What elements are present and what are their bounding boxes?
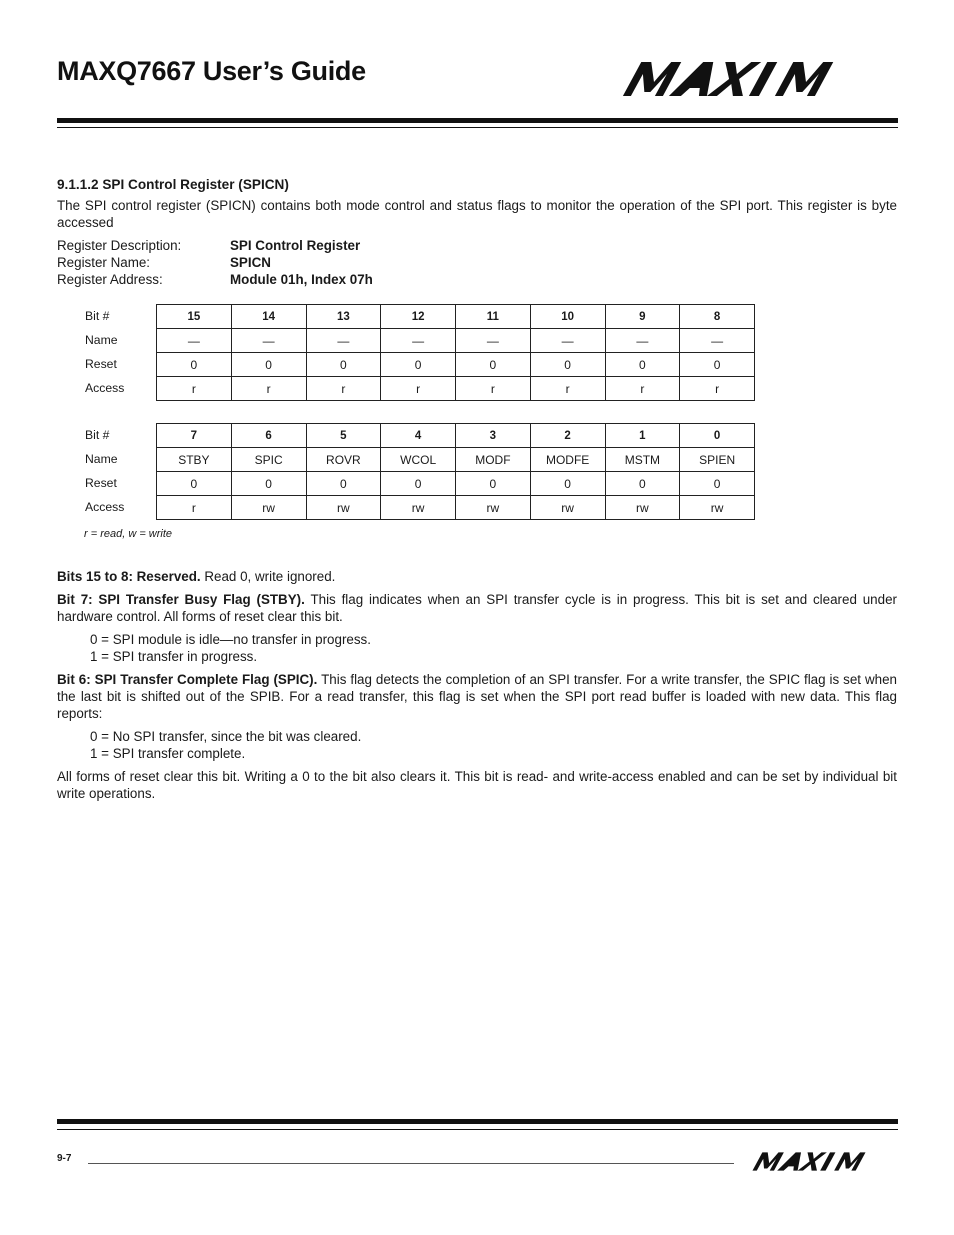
bit-name-cell: — (157, 329, 232, 353)
bit-number-cell: 6 (231, 424, 306, 448)
bit-name-cell: WCOL (381, 448, 456, 472)
bit-number-cell: 1 (605, 424, 680, 448)
bit-reset-cell: 0 (231, 353, 306, 377)
bit-access-cell: rw (530, 496, 605, 520)
row-label-bit: Bit # (85, 428, 110, 442)
bit-number-cell: 3 (456, 424, 531, 448)
row-label-access: Access (85, 500, 125, 514)
bit-access-cell: r (381, 377, 456, 401)
register-name-label: Register Name: (57, 255, 151, 270)
desc-bit-7 (57, 591, 897, 625)
bit-reset-cell: 0 (381, 353, 456, 377)
bit-access-cell: rw (456, 496, 531, 520)
desc-bit-6 (57, 671, 897, 722)
register-address-value: Module 01h, Index 07h (230, 272, 373, 287)
bit-access-cell: rw (680, 496, 755, 520)
bit-number-cell: 9 (605, 305, 680, 329)
bit-reset-cell: 0 (680, 472, 755, 496)
desc-bits-15-8-text: Read 0, write ignored. (200, 569, 336, 584)
register-info (57, 237, 897, 288)
desc-closing: All forms of reset clear this bit. Writing a 0 to the bit also clears it. This bit is read- and write-access enabled and can be set by individual bit write operations. (57, 769, 897, 801)
access-legend: r = read, w = write (84, 528, 173, 540)
bit-name-cell: — (530, 329, 605, 353)
table-row-reset (157, 472, 755, 496)
maxim-logo-footer (752, 1151, 896, 1171)
list-item: 1 = SPI transfer complete. (90, 746, 246, 761)
bit-access-cell: rw (306, 496, 381, 520)
desc-bit-6-text: This flag detects the completion of an SPI transfer. For a write transfer, the SPIC flag is set when the last bit is shifted out of the SPIB. For a read transfer, this flag is set when the SPI port read buffer is loaded with new data. This flag reports: (57, 672, 897, 721)
row-labels-high (85, 304, 155, 400)
bit-reset-cell: 0 (530, 353, 605, 377)
bit-reset-cell: 0 (381, 472, 456, 496)
footer-rule-thin (57, 1129, 898, 1130)
register-name-row (57, 254, 897, 271)
list-item: 0 = No SPI transfer, since the bit was cleared. (90, 729, 362, 744)
bit-name-cell: SPIEN (680, 448, 755, 472)
maxim-logo-footer-graphic (752, 1151, 896, 1171)
footer-line (88, 1163, 734, 1164)
bits-table-high (156, 304, 755, 401)
list-item: 0 = SPI module is idle—no transfer in progress. (90, 632, 371, 647)
bit-number-cell: 14 (231, 305, 306, 329)
bit-reset-cell: 0 (605, 353, 680, 377)
desc-bit-7-options (90, 631, 897, 665)
header-rule-thick (57, 118, 898, 123)
desc-bit-7-text: This flag indicates when an SPI transfer cycle is in progress. This bit is set and cleared under hardware control. All forms of reset clear this bit. (57, 592, 897, 624)
bit-access-cell: rw (381, 496, 456, 520)
bit-reset-cell: 0 (231, 472, 306, 496)
bit-reset-cell: 0 (680, 353, 755, 377)
bit-number-cell: 5 (306, 424, 381, 448)
bit-table-low (85, 423, 755, 521)
bit-name-cell: — (231, 329, 306, 353)
bit-name-cell: — (605, 329, 680, 353)
section-content (57, 176, 897, 288)
table-row-bit-numbers (157, 424, 755, 448)
register-description-value: SPI Control Register (230, 238, 361, 253)
bit-reset-cell: 0 (157, 353, 232, 377)
section-intro: The SPI control register (SPICN) contains both mode control and status flags to monitor the operation of the SPI port. This register is byte accessed (57, 198, 897, 230)
desc-bits-15-8-title: Bits 15 to 8: Reserved. (57, 569, 201, 584)
bit-access-cell: r (157, 496, 232, 520)
bit-number-cell: 15 (157, 305, 232, 329)
bit-name-cell: — (680, 329, 755, 353)
row-label-access: Access (85, 381, 125, 395)
table-row-access (157, 496, 755, 520)
row-label-bit: Bit # (85, 309, 110, 323)
bit-number-cell: 7 (157, 424, 232, 448)
bit-table-high (85, 304, 755, 402)
bit-access-cell: r (306, 377, 381, 401)
row-label-reset: Reset (85, 476, 117, 490)
bit-reset-cell: 0 (530, 472, 605, 496)
register-name-value: SPICN (230, 255, 271, 270)
bit-reset-cell: 0 (157, 472, 232, 496)
bit-number-cell: 2 (530, 424, 605, 448)
register-address-label: Register Address: (57, 272, 163, 287)
bit-number-cell: 0 (680, 424, 755, 448)
bit-name-cell: SPIC (231, 448, 306, 472)
row-label-name: Name (85, 452, 118, 466)
table-row-names (157, 448, 755, 472)
header-rule-thin (57, 127, 898, 128)
table-row-reset (157, 353, 755, 377)
bit-access-cell: r (530, 377, 605, 401)
bit-reset-cell: 0 (456, 472, 531, 496)
row-label-name: Name (85, 333, 118, 347)
bit-number-cell: 11 (456, 305, 531, 329)
bit-access-cell: r (680, 377, 755, 401)
bit-number-cell: 8 (680, 305, 755, 329)
bit-name-cell: MODFE (530, 448, 605, 472)
bit-name-cell: MODF (456, 448, 531, 472)
register-description-label: Register Description: (57, 238, 182, 253)
bit-reset-cell: 0 (456, 353, 531, 377)
page-number: 9-7 (57, 1153, 72, 1164)
desc-bit-6-title: Bit 6: SPI Transfer Complete Flag (SPIC). (57, 672, 318, 687)
bit-access-cell: r (231, 377, 306, 401)
desc-bit-7-title: Bit 7: SPI Transfer Busy Flag (STBY). (57, 592, 305, 607)
bit-access-cell: rw (231, 496, 306, 520)
bits-table-low (156, 423, 755, 520)
row-labels-low (85, 423, 155, 519)
row-label-reset: Reset (85, 357, 117, 371)
bit-access-cell: rw (605, 496, 680, 520)
bit-reset-cell: 0 (306, 353, 381, 377)
maxim-logo-graphic (622, 60, 890, 96)
maxim-logo (622, 60, 890, 96)
bit-name-cell: MSTM (605, 448, 680, 472)
bit-access-cell: r (605, 377, 680, 401)
register-description-row (57, 237, 897, 254)
bit-number-cell: 10 (530, 305, 605, 329)
list-item: 1 = SPI transfer in progress. (90, 649, 258, 664)
bit-name-cell: — (456, 329, 531, 353)
footer-rule-thick (57, 1119, 898, 1124)
bit-access-cell: r (456, 377, 531, 401)
bit-number-cell: 13 (306, 305, 381, 329)
table-row-access (157, 377, 755, 401)
page-title: MAXQ7667 User’s Guide (57, 56, 366, 86)
table-row-bit-numbers (157, 305, 755, 329)
bit-access-cell: r (157, 377, 232, 401)
bit-reset-cell: 0 (605, 472, 680, 496)
register-address-row (57, 271, 897, 288)
bit-number-cell: 4 (381, 424, 456, 448)
bit-number-cell: 12 (381, 305, 456, 329)
bit-name-cell: ROVR (306, 448, 381, 472)
desc-bits-15-8 (57, 568, 897, 585)
bit-reset-cell: 0 (306, 472, 381, 496)
table-row-names (157, 329, 755, 353)
bit-name-cell: — (381, 329, 456, 353)
bit-name-cell: — (306, 329, 381, 353)
bit-name-cell: STBY (157, 448, 232, 472)
desc-bit-6-options (90, 728, 897, 762)
section-title: 9.1.1.2 SPI Control Register (SPICN) (57, 177, 289, 192)
bit-descriptions (57, 568, 897, 808)
